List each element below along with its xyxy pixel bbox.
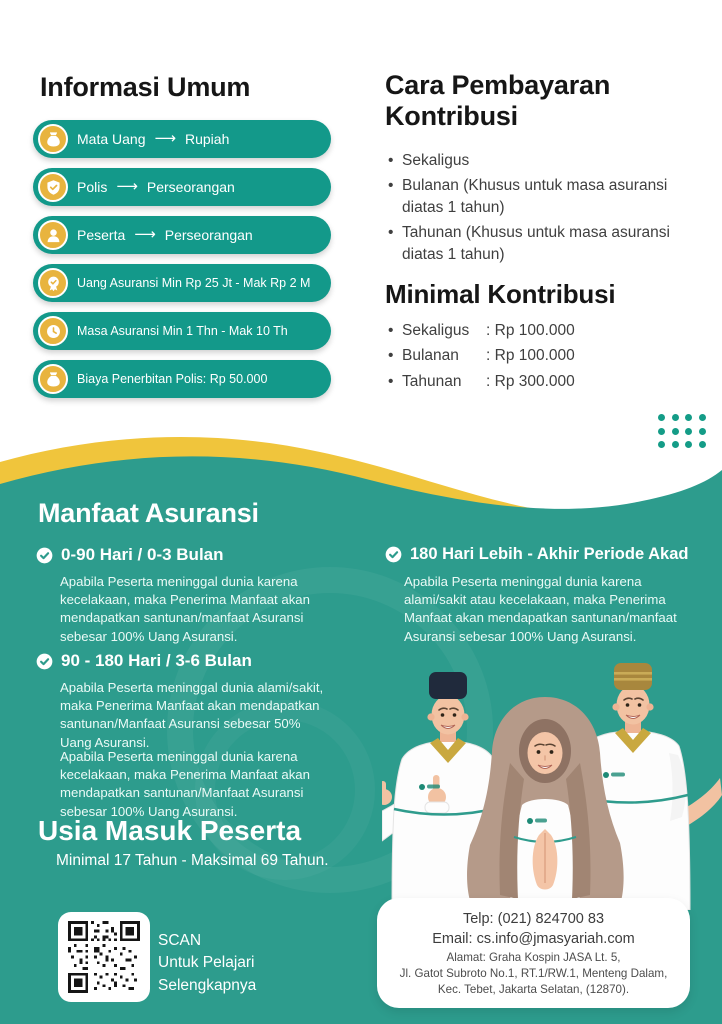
list-item: [388, 320, 575, 341]
mk-name: Tahunan: [402, 372, 462, 390]
qr-code: [58, 912, 150, 1002]
info-pill-peserta: [33, 216, 331, 254]
mk-value: : Rp 100.000: [486, 322, 575, 339]
award-badge-icon: [38, 268, 68, 298]
check-icon: [36, 547, 53, 564]
list-item: [388, 371, 575, 392]
pill-label: Peserta: [77, 227, 126, 243]
dot: [658, 441, 665, 448]
cara-pembayaran-list: [388, 150, 710, 269]
mk-name: Sekaligus: [402, 322, 470, 339]
contact-address-line: Jl. Gatot Subroto No.1, RT.1/RW.1, Menteng Dalam,: [399, 966, 668, 980]
dot: [685, 414, 692, 421]
manfaat-item-heading: [385, 545, 688, 564]
dot: [699, 414, 706, 421]
heading-text: 180 Hari Lebih - Akhir Periode Akad: [410, 545, 689, 563]
manfaat-item-paragraph: Apabila Peserta meninggal dunia karena kecelakaan, maka Penerima Manfaat akan mendapatkan santunan/manfaat Asuransi sebesar 100% Uang Asuransi.: [60, 574, 310, 644]
contact-card: [377, 898, 690, 1008]
pill-value: Rupiah: [185, 131, 230, 147]
scan-caption: [158, 930, 256, 997]
list-item: [388, 345, 575, 366]
info-pill-polis: [33, 168, 331, 206]
scan-line: Untuk Pelajari: [158, 954, 255, 972]
mk-value: : Rp 100.000: [486, 347, 575, 364]
info-umum-list: [33, 120, 331, 398]
pill-label: Mata Uang: [77, 131, 146, 147]
manfaat-item-paragraph: Apabila Peserta meninggal dunia alami/sakit, maka Penerima Manfaat akan mendapatkan santunan/Manfaat Asuransi sebesar 50% Uang Asuransi.: [60, 680, 324, 750]
manfaat-item-heading: [36, 545, 224, 565]
dot: [658, 414, 665, 421]
person-icon: [38, 220, 68, 250]
list-item: • Bulanan (Khusus untuk masa asuransi diatas 1 tahun): [388, 175, 710, 218]
contact-telp: Telp: (021) 824700 83: [462, 911, 605, 927]
manfaat-title: Manfaat Asuransi: [38, 498, 259, 528]
manfaat-item-heading: [36, 651, 252, 671]
money-bag-icon: [38, 124, 68, 154]
money-bag-icon: [38, 364, 68, 394]
usia-masuk-subtitle: Minimal 17 Tahun - Maksimal 69 Tahun.: [56, 852, 329, 869]
dot: [685, 441, 692, 448]
dot-grid-decoration: [658, 414, 706, 448]
dot: [685, 428, 692, 435]
mk-value: : Rp 300.000: [486, 373, 575, 390]
pill-label: Polis: [77, 179, 108, 195]
info-umum-title: Informasi Umum: [40, 72, 251, 102]
pill-label: Uang Asuransi Min Rp 25 Jt - Mak Rp 2 M: [77, 276, 311, 290]
info-pill-uang-asuransi: [33, 264, 331, 302]
info-pill-mata-uang: [33, 120, 331, 158]
scan-line: SCAN: [158, 932, 202, 949]
arrow-icon: ⟶: [116, 177, 138, 195]
pill-value: Perseorangan: [146, 179, 235, 195]
dot: [672, 441, 679, 448]
clock-icon: [38, 316, 68, 346]
cara-pembayaran-title: Cara Pembayaran Kontribusi: [385, 70, 611, 132]
contact-address-line: Alamat: Graha Kospin JASA Lt. 5,: [446, 950, 621, 964]
info-pill-biaya: [33, 360, 331, 398]
contact-email: Email: cs.info@jmasyariah.com: [432, 931, 635, 948]
check-icon: [36, 653, 53, 670]
dot: [699, 428, 706, 435]
scan-line: Selengkapnya: [158, 976, 257, 994]
shield-check-icon: [38, 172, 68, 202]
pill-label: Masa Asuransi Min 1 Thn - Mak 10 Th: [77, 324, 288, 338]
people-illustration: [382, 645, 722, 910]
arrow-icon: ⟶: [134, 225, 156, 243]
dot: [658, 428, 665, 435]
heading-text: 90 - 180 Hari / 3-6 Bulan: [61, 651, 252, 670]
dot: [699, 441, 706, 448]
woman: [467, 697, 624, 910]
heading-text: 0-90 Hari / 0-3 Bulan: [61, 545, 224, 564]
check-icon: [385, 546, 402, 563]
minimal-kontribusi-list: [388, 320, 575, 396]
pill-value: Perseorangan: [164, 227, 253, 243]
usia-masuk-title: Usia Masuk Peserta: [38, 815, 302, 846]
manfaat-item-paragraph: Apabila Peserta meninggal dunia karena kecelakaan, maka Penerima Manfaat akan mendapatkan santunan/Manfaat Asuransi sebesar 100% Uang Asuransi.: [60, 749, 310, 819]
dot: [672, 428, 679, 435]
pill-label: Biaya Penerbitan Polis: Rp 50.000: [77, 372, 268, 386]
arrow-icon: ⟶: [154, 129, 176, 147]
dot: [672, 414, 679, 421]
mk-name: Bulanan: [402, 347, 459, 365]
info-pill-masa-asuransi: [33, 312, 331, 350]
list-item: • Sekaligus: [388, 150, 710, 171]
minimal-kontribusi-title: Minimal Kontribusi: [385, 279, 616, 309]
list-item: • Tahunan (Khusus untuk masa asuransi diatas 1 tahun): [388, 222, 710, 265]
manfaat-item-paragraph: Apabila Peserta meninggal dunia karena alami/sakit atau kecelakaan, maka Penerima Manfaat akan mendapatkan santunan/manfaat Asuransi sebesar 100% Uang Asuransi.: [404, 574, 677, 644]
contact-address-line: Kec. Tebet, Jakarta Selatan, (12870).: [437, 982, 630, 996]
